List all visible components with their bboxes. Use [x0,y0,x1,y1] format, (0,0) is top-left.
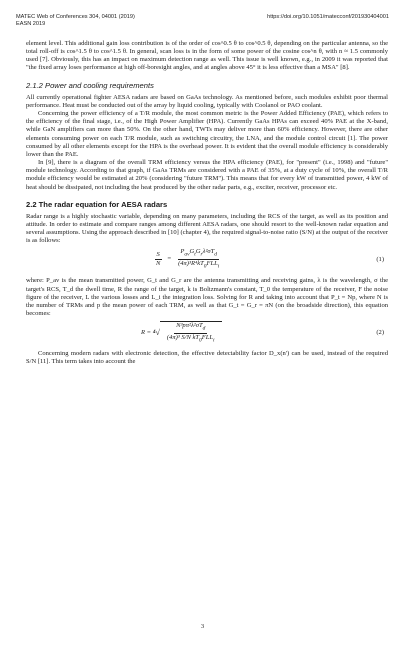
paragraph-4: In [9], there is a diagram of the overall TRM efficiency versus the HPA efficiency (PAE), for "present" (i.e., 1998) and "future" module technology. According to that graph, if GaAs TRMs are considered with a PAE of 35%, at a duty cycle of 10%, the overall T/R module efficiency would be estimated at 20% (considering "future TRM"). This means that for every kW of transmitted power, 4 kW of heat should be dissipated, not including the heat produced by the other radar parts, e.g., exciter, receiver, processor etc. [26,159,388,191]
equation-1-number: (1) [376,256,384,264]
journal-line: MATEC Web of Conferences 304, 04001 (2019) [16,14,135,20]
paragraph-6: where: P_av is the mean transmitted power, G_t and G_r are the antenna transmitting and receiving gains, λ is the wavelength, σ the target's RCS, T_d the dwell time, R the range of the target, k is Boltzmann's constant, T_0 the temperature of the receiver, F the noise figure of the receiver, L the various losses and L_i the integration loss. Solving for R and taking into account that P_t = Np, where N is the number of TRMs and p the mean power of each TRM, as well as that G_t = G_r = πN (on the broadside direction), this equation becomes: [26,277,388,318]
equation-1 [26,248,388,274]
equation-2 [26,321,388,347]
subsection-heading: 2.1.2 Power and cooling requirements [26,80,154,90]
doi-link[interactable]: https://doi.org/10.1051/matecconf/201930404001 [267,14,389,20]
equation-2-number: (2) [376,329,384,337]
paragraph-7: Concerning modern radars with electronic detection, the effective detectability factor D_x(n') can be used, instead of the required S/N [11]. This term takes into account the [26,350,388,366]
equation-1-body: $\frac{S}{N}$ = $\frac{P_{av}G_tG_r\lambda^2\sigma T_d}{(4\pi)^3R^4kT_0FLL_i}$ [156,248,220,270]
conference-line: EASN 2019 [16,20,46,27]
section-heading: 2.2 The radar equation for AESA radars [26,199,168,209]
body-text [26,40,388,367]
running-header [16,14,389,27]
paragraph-5: Radar range is a highly stochastic variable, depending on many parameters, including the RCS of the target, as well as its position and attitude. In order to estimate and compare ranges among different AESA radars, one should resort to the well-known radar equation and several assumptions. Using the approach described in [10] (chapter 4), the required signal-to-noise ratio (S/N) at the output of the receiver is as follows: [26,212,388,245]
page-number: 3 [200,623,205,630]
paragraph-3: Concerning the power efficiency of a T/R module, the most common metric is the Power Added Efficiency (PAE), which refers to the efficiency of the final stage, i.e., of the High Power Amplifier (HPA). Currently GaAs HPAs can exceed 40% PAE at the X-band, while GaN amplifiers can more than 50%. On the other hand, TWTs may deliver more than 60% efficiency. However, there are other elements consuming power on each T/R module, such as switching circuitry, the LNA, and the module control circuit [1]. The power consumed by all other elements except for the HPA is the overhead power. It is evident that the overall module efficiency is considerably lower than the PAE. [26,110,388,158]
paragraph-1: element level. This additional gain loss contribution is of the order of cos^0.5 θ to cos^0.5 θ, depending on the particular antenna, so the total roll-off is cos^1.5 θ to cos^1.5 θ. In general, scan loss is in the form of some power of the cosine cos^n θ, with n ≈ 1.5 commonly used [7]. Obviously, this has an impact on maximum detection range as well. This issue is well known, e.g., in 2009 it was reported that "the fixed array loses performance at high off-boresight angles, and at angles above 45° it is less effective than a MSA" [8]. [26,40,388,72]
paragraph-2: All currently operational fighter AESA radars are based on GaAs technology. As mentioned before, such modules exhibit poor thermal performance. Heat must be conducted out of the array by liquid cooling, typically with Coolanol or PAO coolant. [26,93,388,109]
equation-2-body: R = ⁴√ $\frac{N^3p\pi^2\lambda^2\sigma T_d}{(4\pi)^3 S/N kT_0FLL_i}$ [141,321,222,344]
